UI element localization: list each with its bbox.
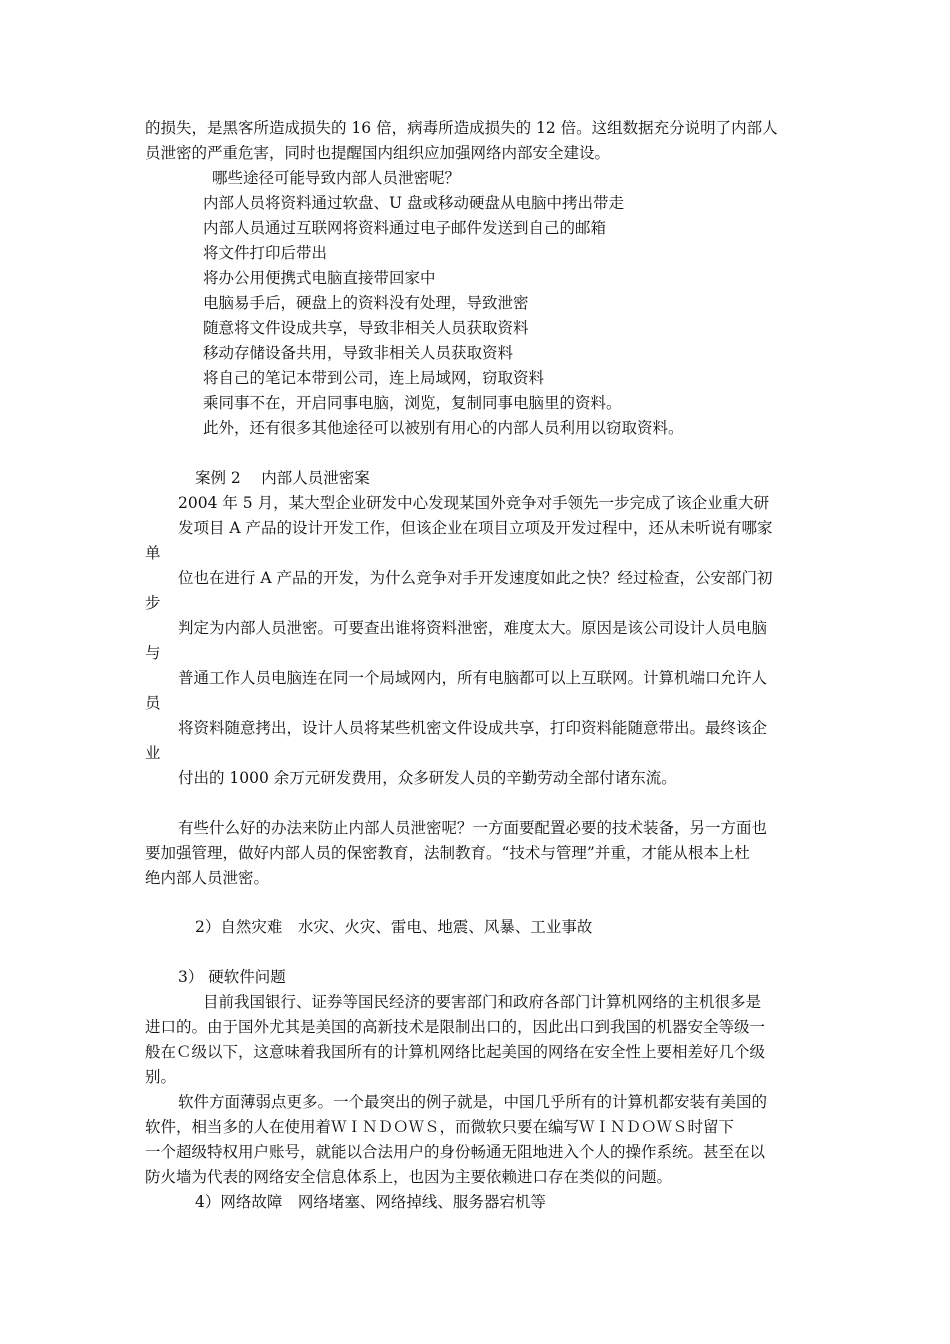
- case-line: 步: [145, 594, 161, 612]
- way-item: 将自己的笔记本带到公司，连上局域网，窃取资料: [203, 369, 545, 387]
- case-line: 单: [145, 544, 161, 562]
- hardware-line: 目前我国银行、证券等国民经济的要害部门和政府各部门计算机网络的主机很多是: [203, 993, 762, 1011]
- case-line: 与: [145, 644, 161, 662]
- intro-line: 的损失，是黑客所造成损失的 16 倍，病毒所造成损失的 12 倍。这组数据充分说明了内部人: [145, 119, 778, 137]
- network-failure-heading: 4）网络故障 网络堵塞、网络掉线、服务器宕机等: [195, 1193, 546, 1211]
- way-item: 将办公用便携式电脑直接带回家中: [203, 269, 436, 287]
- way-item: 内部人员通过互联网将资料通过电子邮件发送到自己的邮箱: [203, 219, 607, 237]
- hardware-line: 般在Ｃ级以下，这意味着我国所有的计算机网络比起美国的网络在安全性上要相差好几个级: [145, 1043, 766, 1061]
- way-item: 电脑易手后，硬盘上的资料没有处理，导致泄密: [203, 294, 529, 312]
- natural-disaster-heading: 2）自然灾难 水灾、火灾、雷电、地震、风暴、工业事故: [195, 918, 593, 936]
- way-item: 将文件打印后带出: [203, 244, 328, 262]
- case-line: 判定为内部人员泄密。可要查出谁将资料泄密，难度太大。原因是该公司设计人员电脑: [178, 619, 768, 637]
- prevention-line: 绝内部人员泄密。: [145, 869, 270, 887]
- software-line: 软件方面薄弱点更多。一个最突出的例子就是，中国几乎所有的计算机都安装有美国的: [178, 1093, 768, 1111]
- question-line: 哪些途径可能导致内部人员泄密呢？: [212, 169, 461, 187]
- case-line: 将资料随意拷出，设计人员将某些机密文件设成共享，打印资料能随意带出。最终该企: [178, 719, 768, 737]
- case-title: 案例 2 内部人员泄密案: [195, 469, 370, 487]
- intro-line: 员泄密的严重危害，同时也提醒国内组织应加强网络内部安全建设。: [145, 144, 611, 162]
- software-line: 防火墙为代表的网络安全信息体系上，也因为主要依赖进口存在类似的问题。: [145, 1168, 673, 1186]
- way-item: 内部人员将资料通过软盘、U 盘或移动硬盘从电脑中拷出带走: [203, 194, 624, 212]
- case-line: 付出的 1000 余万元研发费用，众多研发人员的辛勤劳动全部付诸东流。: [178, 769, 677, 787]
- case-line: 位也在进行 A 产品的开发，为什么竞争对手开发速度如此之快？经过检查，公安部门初: [178, 569, 773, 587]
- hardware-line: 进口的。由于国外尤其是美国的高新技术是限制出口的，因此出口到我国的机器安全等级一: [145, 1018, 766, 1036]
- software-line: 软件，相当多的人在使用着ＷＩＮＤＯＷＳ，而微软只要在编写ＷＩＮＤＯＷＳ时留下: [145, 1118, 735, 1136]
- software-line: 一个超级特权用户账号，就能以合法用户的身份畅通无阻地进入个人的操作系统。甚至在以: [145, 1143, 766, 1161]
- case-line: 普通工作人员电脑连在同一个局域网内，所有电脑都可以上互联网。计算机端口允许人: [178, 669, 768, 687]
- prevention-line: 有些什么好的办法来防止内部人员泄密呢？一方面要配置必要的技术装备，另一方面也: [178, 819, 768, 837]
- case-line: 业: [145, 744, 161, 762]
- way-item: 随意将文件设成共享，导致非相关人员获取资料: [203, 319, 529, 337]
- prevention-line: 要加强管理，做好内部人员的保密教育，法制教育。“技术与管理”并重，才能从根本上杜: [145, 844, 750, 862]
- way-item: 此外，还有很多其他途径可以被别有用心的内部人员利用以窃取资料。: [203, 419, 684, 437]
- hardware-software-heading: 3） 硬软件问题: [178, 968, 286, 986]
- way-item: 移动存储设备共用，导致非相关人员获取资料: [203, 344, 514, 362]
- way-item: 乘同事不在，开启同事电脑，浏览，复制同事电脑里的资料。: [203, 394, 622, 412]
- case-line: 2004 年 5 月，某大型企业研发中心发现某国外竞争对手领先一步完成了该企业重大研: [178, 494, 770, 512]
- case-line: 发项目 A 产品的设计开发工作，但该企业在项目立项及开发过程中，还从未听说有哪家: [178, 519, 773, 537]
- hardware-line: 别。: [145, 1068, 177, 1086]
- case-line: 员: [145, 694, 161, 712]
